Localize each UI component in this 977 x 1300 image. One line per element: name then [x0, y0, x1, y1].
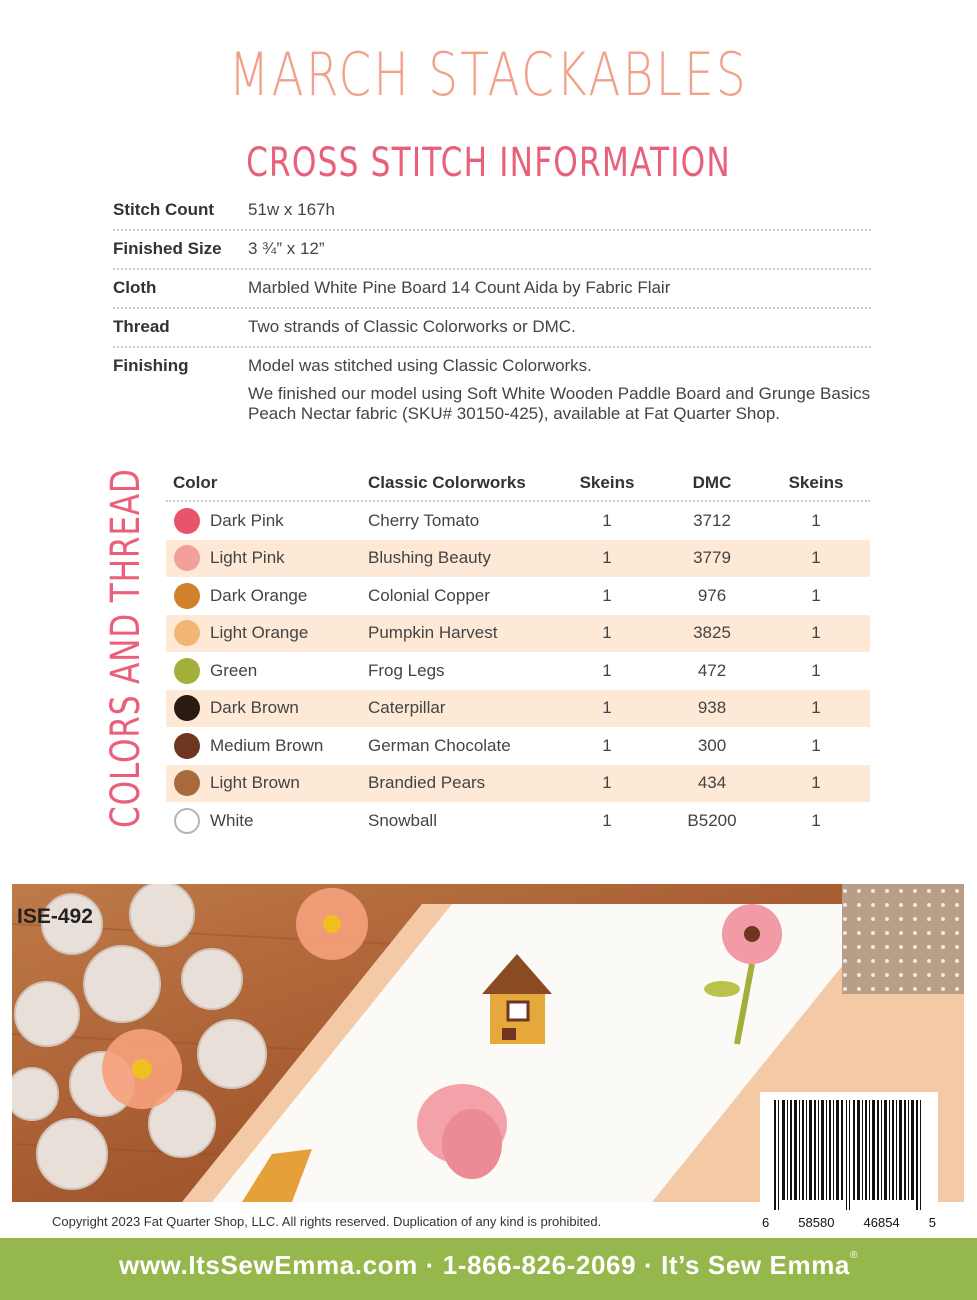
info-row-cloth — [113, 270, 871, 309]
color-swatch — [174, 695, 200, 721]
dmc-skeins-cell: 1 — [811, 773, 821, 793]
table-row — [166, 615, 870, 653]
skeins-cell: 1 — [602, 735, 612, 755]
classic-colorworks-cell: German Chocolate — [368, 735, 511, 755]
header-classic-colorworks: Classic Colorworks — [368, 473, 526, 492]
info-label: Finishing — [113, 356, 189, 375]
header-dmc: DMC — [692, 473, 732, 492]
color-swatch — [174, 508, 200, 534]
table-row — [166, 802, 870, 840]
skeins-cell: 1 — [602, 510, 612, 530]
copyright-text: Copyright 2023 Fat Quarter Shop, LLC. All rights reserved. Duplication of any kind is prohibited. — [52, 1214, 602, 1229]
color-swatch — [174, 808, 200, 834]
header-color: Color — [173, 473, 218, 492]
color-name: Medium Brown — [210, 735, 324, 755]
color-swatch — [174, 583, 200, 609]
info-value: Two strands of Classic Colorworks or DMC. — [248, 317, 576, 336]
color-name: Dark Orange — [210, 585, 308, 605]
dmc-skeins-cell: 1 — [811, 735, 821, 755]
color-name: Light Brown — [210, 773, 300, 793]
color-cell — [166, 695, 368, 721]
color-name: Dark Pink — [210, 510, 284, 530]
colors-section-title-text: COLORS AND THREAD — [103, 468, 149, 828]
info-value: Marbled White Pine Board 14 Count Aida by Fabric Flair — [248, 278, 671, 297]
dmc-cell: 976 — [697, 585, 727, 605]
info-label: Stitch Count — [113, 200, 215, 219]
color-swatch — [174, 545, 200, 571]
dmc-cell: 3779 — [693, 548, 731, 568]
table-row — [166, 690, 870, 728]
footer-contact-text: www.ItsSewEmma.com · 1-866-826-2069 · It’s Sew Emma — [119, 1250, 850, 1280]
info-row-finishing — [113, 348, 871, 441]
section-subtitle: CROSS STITCH INFORMATION — [246, 140, 731, 186]
info-value: 3 ¾” x 12” — [248, 239, 325, 258]
colors-table-header — [166, 466, 870, 502]
classic-colorworks-cell: Frog Legs — [368, 660, 445, 680]
skeins-cell: 1 — [602, 585, 612, 605]
color-cell — [166, 733, 368, 759]
info-label: Thread — [113, 317, 170, 336]
info-row-stitch-count — [113, 192, 871, 231]
skeins-cell: 1 — [602, 660, 612, 680]
dmc-cell: B5200 — [687, 810, 737, 830]
barcode-digit-group: 5 — [928, 1215, 936, 1230]
skeins-cell: 1 — [602, 773, 612, 793]
color-name: Green — [210, 660, 258, 680]
skeins-cell: 1 — [602, 548, 612, 568]
color-name: Light Orange — [210, 623, 309, 643]
table-row — [166, 540, 870, 578]
dmc-cell: 300 — [697, 735, 727, 755]
barcode-digit-group: 6 — [762, 1215, 770, 1230]
color-swatch — [174, 770, 200, 796]
color-name: Dark Brown — [210, 698, 299, 718]
finishing-line-1: Model was stitched using Classic Colorworks. — [248, 356, 592, 375]
info-label: Finished Size — [113, 239, 222, 258]
table-row — [166, 765, 870, 803]
page-title: MARCH STACKABLES — [228, 40, 749, 110]
color-swatch — [174, 620, 200, 646]
footer-bar — [0, 1238, 977, 1300]
dmc-cell: 938 — [697, 698, 727, 718]
color-swatch — [174, 733, 200, 759]
dmc-cell: 3712 — [693, 510, 731, 530]
skeins-cell: 1 — [602, 810, 612, 830]
classic-colorworks-cell: Colonial Copper — [368, 585, 490, 605]
classic-colorworks-cell: Snowball — [368, 810, 437, 830]
dmc-skeins-cell: 1 — [811, 510, 821, 530]
color-cell — [166, 808, 368, 834]
registered-mark: ® — [850, 1250, 858, 1261]
info-value — [248, 356, 871, 432]
barcode-digits — [760, 1215, 938, 1230]
color-cell — [166, 545, 368, 571]
stitch-info-table — [113, 192, 871, 441]
classic-colorworks-cell: Cherry Tomato — [368, 510, 480, 530]
info-row-finished-size — [113, 231, 871, 270]
color-cell — [166, 583, 368, 609]
finishing-line-2: We finished our model using Soft White Wooden Paddle Board and Grunge Basics Peach Nectar fabric (SKU# 30150-425), available at Fat Quarter Shop. — [248, 384, 871, 423]
info-label: Cloth — [113, 278, 157, 297]
colors-section-title — [103, 468, 153, 828]
color-cell — [166, 508, 368, 534]
barcode-digit-group: 58580 — [798, 1215, 835, 1230]
classic-colorworks-cell: Caterpillar — [368, 698, 446, 718]
table-row — [166, 577, 870, 615]
color-name: White — [210, 810, 254, 830]
color-cell — [166, 770, 368, 796]
info-value: 51w x 167h — [248, 200, 335, 219]
dmc-skeins-cell: 1 — [811, 548, 821, 568]
info-row-thread — [113, 309, 871, 348]
barcode — [760, 1092, 938, 1232]
dmc-cell: 3825 — [693, 623, 731, 643]
skeins-cell: 1 — [602, 698, 612, 718]
header-dmc-skeins: Skeins — [788, 473, 844, 492]
dmc-skeins-cell: 1 — [811, 698, 821, 718]
dmc-cell: 472 — [697, 660, 727, 680]
dmc-skeins-cell: 1 — [811, 810, 821, 830]
header-skeins: Skeins — [579, 473, 635, 492]
color-name: Light Pink — [210, 548, 285, 568]
classic-colorworks-cell: Brandied Pears — [368, 773, 486, 793]
classic-colorworks-cell: Blushing Beauty — [368, 548, 491, 568]
barcode-bars — [760, 1092, 938, 1210]
barcode-digit-group: 46854 — [863, 1215, 900, 1230]
table-row — [166, 502, 870, 540]
colors-table — [166, 466, 870, 840]
color-cell — [166, 620, 368, 646]
table-row — [166, 727, 870, 765]
color-swatch — [174, 658, 200, 684]
sku-label: ISE-492 — [17, 905, 93, 928]
dmc-skeins-cell: 1 — [811, 623, 821, 643]
dmc-skeins-cell: 1 — [811, 585, 821, 605]
dmc-skeins-cell: 1 — [811, 660, 821, 680]
skeins-cell: 1 — [602, 623, 612, 643]
dmc-cell: 434 — [697, 773, 727, 793]
classic-colorworks-cell: Pumpkin Harvest — [368, 623, 498, 643]
colors-table-body — [166, 502, 870, 840]
table-row — [166, 652, 870, 690]
color-cell — [166, 658, 368, 684]
footer-contact — [0, 1250, 977, 1281]
